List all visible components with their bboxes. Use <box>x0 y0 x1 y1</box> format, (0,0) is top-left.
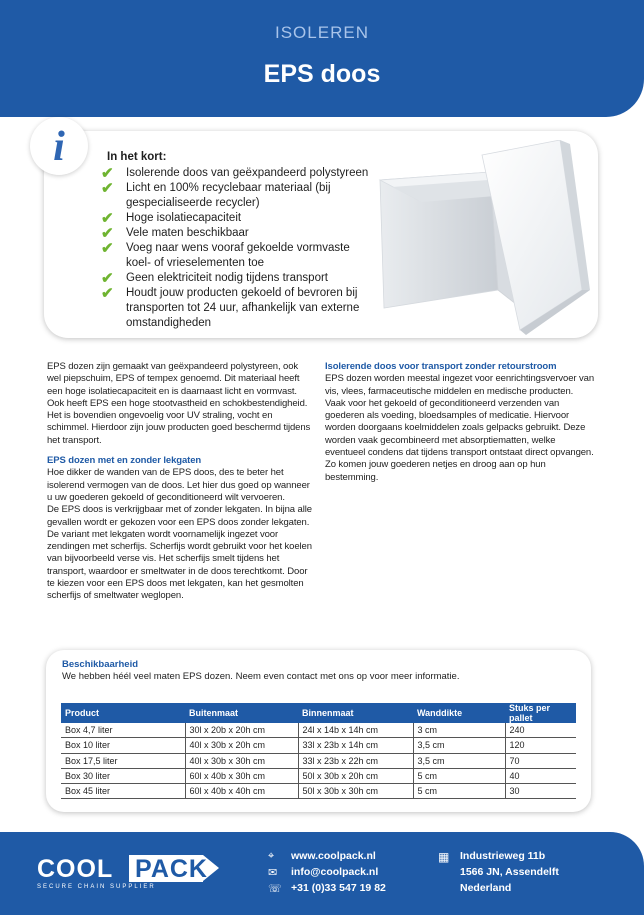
list-item: ✔ Isolerende doos van geëxpandeerd polystyreen <box>101 165 369 182</box>
list-item: ✔ Licht en 100% recyclebaar materiaal (bij gespecialiseerde recycler) <box>101 180 331 209</box>
list-item: ✔ Voeg naar wens vooraf gekoelde vormvaste koel- of vrieselementen toe <box>101 240 350 269</box>
summary-list <box>101 166 371 331</box>
table-row <box>61 784 576 799</box>
paragraph: EPS dozen worden meestal ingezet voor eenrichtingsvervoer van vis, vlees, farmaceutische middelen en medische producten. Vaak voor het gekoeld of geconditioneerd verzenden van goederen als voeding, bloedsamples of medicatie. Hiervoor worden doorgaans koelmiddelen zoals gelpacks gebruikt. Deze worden vaak gecombineerd met absorptiematten, welke eventueel condens dat tijdens transport ontstaat direct opvangen. Zo komen jouw goederen netjes en droog aan op hun bestemming. <box>325 373 595 483</box>
email-link[interactable]: info@coolpack.nl <box>291 866 379 878</box>
paragraph: Hoe dikker de wanden van de EPS doos, des te beter het isolerend vermogen van de doos. Let hier dus goed op wanneer u uw goederen gekoeld of geconditioneerd wilt vervoeren. <box>47 467 310 503</box>
intro-paragraph: EPS dozen zijn gemaakt van geëxpandeerd polystyreen, ook wel piepschuim, EPS of tempex genoemd. Dit materiaal heeft een hoge isolatiecapaciteit en is daarnaast licht en vormvast. Ook heeft EPS een hoge stootvastheid en schokbestendigheid. Het is bovendien ongevoelig voor UV straling, vocht en schimmel. Hierdoor zijn jouw producten goed beschermd tijdens het transport. <box>47 361 311 446</box>
table-cell: Box 30 liter <box>61 768 185 783</box>
table-cell: 5 cm <box>413 768 505 783</box>
table-cell: 50l x 30b x 30h cm <box>298 784 413 799</box>
right-column <box>325 361 595 484</box>
table-cell: 70 <box>505 753 576 768</box>
summary-title: In het kort: <box>107 151 167 163</box>
check-icon: ✔ <box>101 225 114 242</box>
check-icon: ✔ <box>101 165 114 182</box>
list-item: ✔ Houdt jouw producten gekoeld of bevroren bij transporten tot 24 uur, afhankelijk van externe omstandigheden <box>101 285 360 329</box>
phone-number[interactable]: +31 (0)33 547 19 82 <box>291 882 386 894</box>
table-cell: 24l x 14b x 14h cm <box>298 723 413 738</box>
availability-title: Beschikbaarheid <box>62 659 139 670</box>
column-header: Buitenmaat <box>185 703 298 723</box>
table-cell: Box 10 liter <box>61 738 185 753</box>
table-cell: 30l x 20b x 20h cm <box>185 723 298 738</box>
table-cell: Box 4,7 liter <box>61 723 185 738</box>
table-cell: Box 45 liter <box>61 784 185 799</box>
logo-word-pack: PACK <box>135 855 208 883</box>
eps-box-image <box>370 140 590 335</box>
list-item: ✔ Geen elektriciteit nodig tijdens transport <box>101 270 328 287</box>
list-item: ✔ Vele maten beschikbaar <box>101 225 249 242</box>
email-row[interactable] <box>268 866 386 882</box>
check-icon: ✔ <box>101 210 114 227</box>
table-row <box>61 738 576 753</box>
logo-word-cool: COOL <box>37 855 114 883</box>
table-cell: 40l x 30b x 20h cm <box>185 738 298 753</box>
table-cell: 5 cm <box>413 784 505 799</box>
mail-icon: ✉ <box>268 867 278 879</box>
page-title: EPS doos <box>263 60 381 88</box>
column-header: Product <box>61 703 185 723</box>
section-heading: EPS dozen met en zonder lekgaten <box>47 455 202 467</box>
header-banner <box>0 0 644 117</box>
phone-icon: ☏ <box>268 883 282 895</box>
table-cell: Box 17,5 liter <box>61 753 185 768</box>
column-header: Binnenmaat <box>298 703 413 723</box>
availability-text: We hebben héél veel maten EPS dozen. Neem even contact met ons op voor meer informatie. <box>62 671 460 682</box>
table-cell: 40 <box>505 768 576 783</box>
sizes-table <box>61 703 576 799</box>
address-line: Nederland <box>460 882 512 894</box>
section-heading: Isolerende doos voor transport zonder retourstroom <box>325 361 557 372</box>
paragraph: De EPS doos is verkrijgbaar met of zonder lekgaten. In bijna alle gevallen wordt er gekozen voor een EPS doos zonder lekgaten. De variant met lekgaten wordt voornamelijk ingezet voor zendingen met scherfijs. Scherfijs wordt gebruikt voor het koelen van bijvoorbeeld verse vis. Het scherfijs smelt tijdens het transport, waardoor er smeltwater in de doos terechtkomt. Door te kiezen voor een EPS doos met lekgaten, kan het gesmolten scherfijs of smeltwater weglopen. <box>47 504 312 602</box>
table-cell: 40l x 30b x 30h cm <box>185 753 298 768</box>
table-row <box>61 768 576 783</box>
check-icon: ✔ <box>101 285 114 302</box>
table-cell: 50l x 30b x 20h cm <box>298 768 413 783</box>
check-icon: ✔ <box>101 180 114 197</box>
address-line: 1566 JN, Assendelft <box>460 866 559 878</box>
table-cell: 3 cm <box>413 723 505 738</box>
table-header-row <box>61 703 576 723</box>
table-cell: 33l x 23b x 22h cm <box>298 753 413 768</box>
location-pin-icon: ⌖ <box>268 850 275 862</box>
table-cell: 120 <box>505 738 576 753</box>
building-icon: ▦ <box>438 850 450 864</box>
table-cell: 3,5 cm <box>413 738 505 753</box>
contact-block <box>268 850 386 898</box>
check-icon: ✔ <box>101 270 114 287</box>
column-header: Wanddikte <box>413 703 505 723</box>
table-cell: 3,5 cm <box>413 753 505 768</box>
left-column <box>47 361 313 603</box>
logo-tagline: SECURE CHAIN SUPPLIER <box>37 884 156 890</box>
logo-pack-badge <box>129 855 219 882</box>
table-cell: 60l x 40b x 30h cm <box>185 768 298 783</box>
website-link[interactable]: www.coolpack.nl <box>291 850 376 862</box>
table-cell: 240 <box>505 723 576 738</box>
section-label: ISOLEREN <box>275 23 369 42</box>
table-cell: 30 <box>505 784 576 799</box>
list-item: ✔ Hoge isolatiecapaciteit <box>101 210 242 227</box>
address-line: Industrieweg 11b <box>460 850 546 862</box>
table-cell: 60l x 40b x 40h cm <box>185 784 298 799</box>
table-row <box>61 723 576 738</box>
info-icon: i <box>30 117 88 175</box>
table-row <box>61 753 576 768</box>
column-header: Stuks per pallet <box>505 703 576 723</box>
phone-row[interactable] <box>268 882 386 898</box>
table-cell: 33l x 23b x 14h cm <box>298 738 413 753</box>
check-icon: ✔ <box>101 240 114 257</box>
website-row[interactable] <box>268 850 386 866</box>
